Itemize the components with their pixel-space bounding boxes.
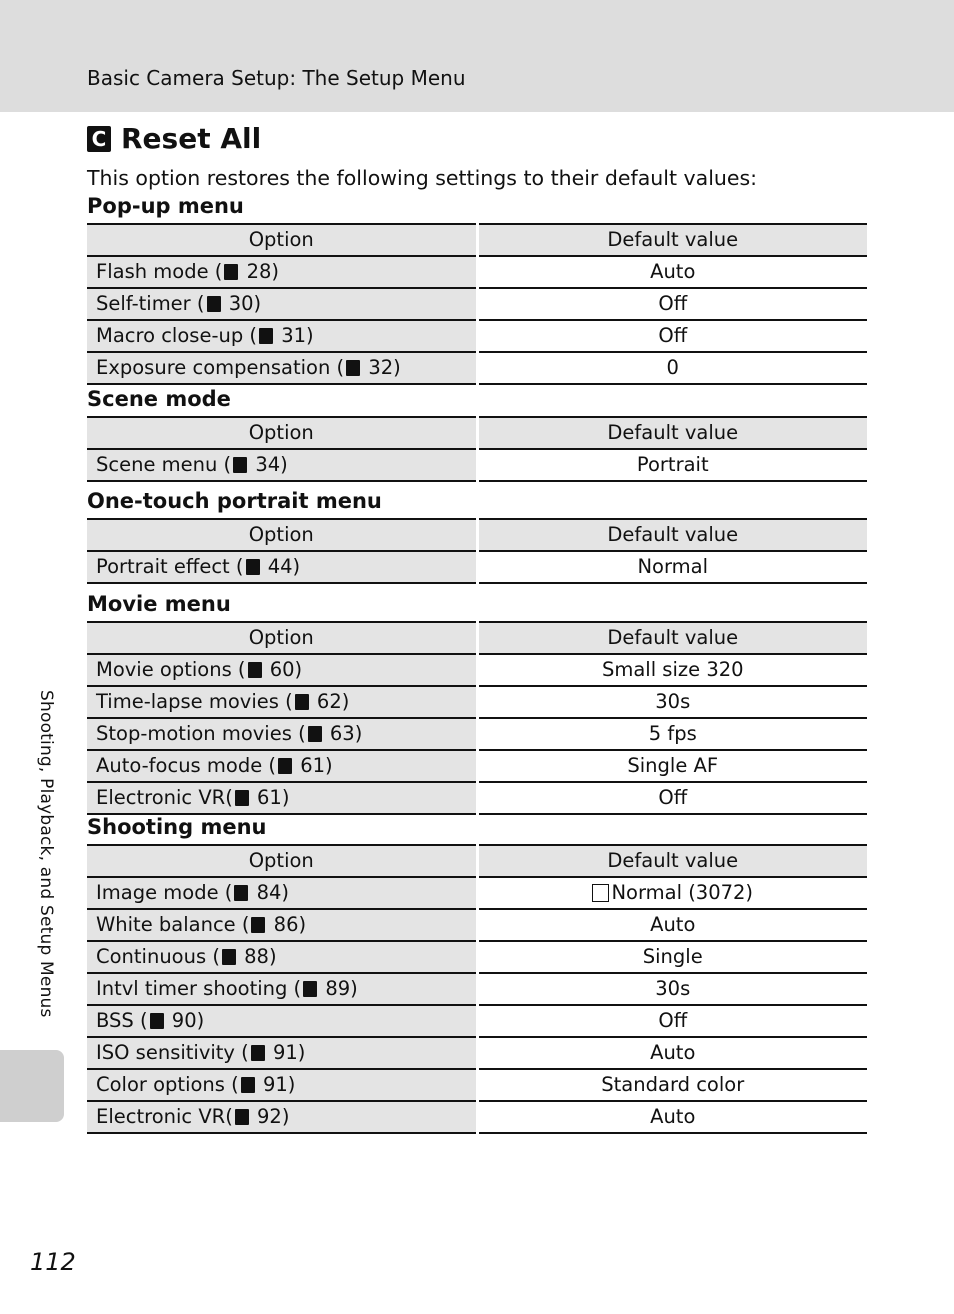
value-text: Normal (3072) <box>611 881 754 904</box>
page-reference: 62) <box>310 690 350 713</box>
value-cell: 0 <box>477 352 867 384</box>
option-name: Image mode ( <box>96 881 233 904</box>
table-row <box>87 973 867 1005</box>
option-cell <box>87 352 477 384</box>
table-shooting <box>87 844 867 1134</box>
column-header-default: Default value <box>477 417 867 449</box>
page-reference: 88) <box>237 945 277 968</box>
option-cell <box>87 941 477 973</box>
intro-text: This option restores the following settings to their default values: <box>87 166 758 190</box>
page-reference: 63) <box>323 722 363 745</box>
option-name: Time-lapse movies ( <box>96 690 293 713</box>
option-name: Color options ( <box>96 1073 239 1096</box>
page-reference-icon <box>259 328 273 344</box>
page-reference-icon <box>222 949 236 965</box>
table-row <box>87 1101 867 1133</box>
table-row <box>87 256 867 288</box>
page-reference: 61) <box>250 786 290 809</box>
page-reference-icon <box>308 726 322 742</box>
value-cell: Auto <box>477 1037 867 1069</box>
option-cell <box>87 686 477 718</box>
option-cell <box>87 288 477 320</box>
option-cell <box>87 1101 477 1133</box>
column-header-default: Default value <box>477 224 867 256</box>
page-reference: 86) <box>267 913 307 936</box>
value-cell: 5 fps <box>477 718 867 750</box>
page-reference-icon <box>233 457 247 473</box>
table-row <box>87 1069 867 1101</box>
option-name: Intvl timer shooting ( <box>96 977 302 1000</box>
setup-menu-icon: C <box>87 126 111 152</box>
option-name: Macro close-up ( <box>96 324 258 347</box>
column-header-option: Option <box>87 845 477 877</box>
page-reference-icon <box>278 758 292 774</box>
page-reference: 34) <box>249 453 288 476</box>
table-row <box>87 782 867 814</box>
column-header-option: Option <box>87 417 477 449</box>
table-row <box>87 352 867 384</box>
option-cell <box>87 449 477 481</box>
header-title: Basic Camera Setup: The Setup Menu <box>87 66 466 90</box>
page-reference-icon <box>246 559 260 575</box>
column-header-default: Default value <box>477 622 867 654</box>
table-row <box>87 750 867 782</box>
page-reference-icon <box>295 694 309 710</box>
page-header <box>0 0 954 112</box>
table-row <box>87 877 867 909</box>
table-header-row <box>87 845 867 877</box>
column-header-option: Option <box>87 519 477 551</box>
option-cell <box>87 782 477 814</box>
page-number: 112 <box>30 1248 76 1276</box>
section-heading-portrait: One-touch portrait menu <box>87 489 382 513</box>
option-name: Electronic VR( <box>96 786 233 809</box>
page-reference: 28) <box>240 260 280 283</box>
option-cell <box>87 1037 477 1069</box>
column-header-option: Option <box>87 224 477 256</box>
value-cell: Normal <box>477 551 867 583</box>
option-name: Stop-motion movies ( <box>96 722 306 745</box>
table-row <box>87 909 867 941</box>
value-cell: Auto <box>477 256 867 288</box>
column-header-default: Default value <box>477 519 867 551</box>
page-reference: 84) <box>250 881 290 904</box>
image-mode-normal-icon <box>592 884 609 902</box>
table-row <box>87 941 867 973</box>
option-cell <box>87 551 477 583</box>
option-name: Portrait effect ( <box>96 555 244 578</box>
column-header-option: Option <box>87 622 477 654</box>
value-cell <box>477 877 867 909</box>
page-reference-icon <box>251 917 265 933</box>
value-cell: Auto <box>477 1101 867 1133</box>
table-popup <box>87 223 867 385</box>
option-name: Continuous ( <box>96 945 220 968</box>
table-portrait <box>87 518 867 584</box>
section-heading-scene: Scene mode <box>87 387 231 411</box>
option-name: White balance ( <box>96 913 250 936</box>
option-cell <box>87 1005 477 1037</box>
page-reference-icon <box>248 662 262 678</box>
option-cell <box>87 718 477 750</box>
table-row <box>87 718 867 750</box>
value-cell: Off <box>477 782 867 814</box>
table-row <box>87 288 867 320</box>
option-cell <box>87 320 477 352</box>
section-heading-shooting: Shooting menu <box>87 815 267 839</box>
value-cell: Standard color <box>477 1069 867 1101</box>
table-row <box>87 449 867 481</box>
option-name: Scene menu ( <box>96 453 232 476</box>
page-reference: 61) <box>294 754 333 777</box>
option-name: Self-timer ( <box>96 292 205 315</box>
page-reference: 89) <box>319 977 358 1000</box>
table-row <box>87 551 867 583</box>
page-reference-icon <box>251 1045 265 1061</box>
table-row <box>87 654 867 686</box>
page-reference-icon <box>235 1109 249 1125</box>
value-cell: Off <box>477 1005 867 1037</box>
table-header-row <box>87 622 867 654</box>
option-cell <box>87 877 477 909</box>
page-reference: 32) <box>362 356 401 379</box>
value-cell: 30s <box>477 973 867 1005</box>
option-name: Electronic VR( <box>96 1105 233 1128</box>
value-cell: Portrait <box>477 449 867 481</box>
page-reference-icon <box>234 885 248 901</box>
page-reference-icon <box>207 296 221 312</box>
option-cell <box>87 750 477 782</box>
page-reference: 31) <box>275 324 314 347</box>
table-movie <box>87 621 867 815</box>
option-name: BSS ( <box>96 1009 148 1032</box>
option-cell <box>87 909 477 941</box>
table-header-row <box>87 417 867 449</box>
value-cell: Single <box>477 941 867 973</box>
page-reference-icon <box>241 1077 255 1093</box>
table-scene <box>87 416 867 482</box>
page-reference-icon <box>303 981 317 997</box>
value-cell: Single AF <box>477 750 867 782</box>
section-heading-popup: Pop-up menu <box>87 194 244 218</box>
option-name: ISO sensitivity ( <box>96 1041 249 1064</box>
page-title <box>87 122 261 155</box>
option-cell <box>87 1069 477 1101</box>
page-reference-icon <box>150 1013 164 1029</box>
page-reference: 92) <box>250 1105 290 1128</box>
column-header-default: Default value <box>477 845 867 877</box>
table-row <box>87 320 867 352</box>
chapter-tab <box>0 1050 64 1122</box>
value-cell: Small size 320 <box>477 654 867 686</box>
option-cell <box>87 654 477 686</box>
table-header-row <box>87 519 867 551</box>
option-name: Flash mode ( <box>96 260 223 283</box>
page-reference-icon <box>346 360 360 376</box>
option-cell <box>87 973 477 1005</box>
table-row <box>87 1037 867 1069</box>
page-reference: 30) <box>222 292 262 315</box>
page-title-text: Reset All <box>121 122 262 155</box>
value-cell: 30s <box>477 686 867 718</box>
page-reference-icon <box>235 790 249 806</box>
option-name: Exposure compensation ( <box>96 356 345 379</box>
page-reference: 90) <box>165 1009 205 1032</box>
chapter-side-label: Shooting, Playback, and Setup Menus <box>36 690 56 1018</box>
value-cell: Off <box>477 288 867 320</box>
table-row <box>87 686 867 718</box>
page-reference: 91) <box>256 1073 296 1096</box>
option-name: Auto-focus mode ( <box>96 754 277 777</box>
value-cell: Auto <box>477 909 867 941</box>
section-heading-movie: Movie menu <box>87 592 231 616</box>
option-name: Movie options ( <box>96 658 246 681</box>
value-cell: Off <box>477 320 867 352</box>
table-header-row <box>87 224 867 256</box>
page-reference: 91) <box>266 1041 306 1064</box>
page-reference-icon <box>224 264 238 280</box>
page-reference: 60) <box>263 658 303 681</box>
page-reference: 44) <box>261 555 301 578</box>
option-cell <box>87 256 477 288</box>
table-row <box>87 1005 867 1037</box>
